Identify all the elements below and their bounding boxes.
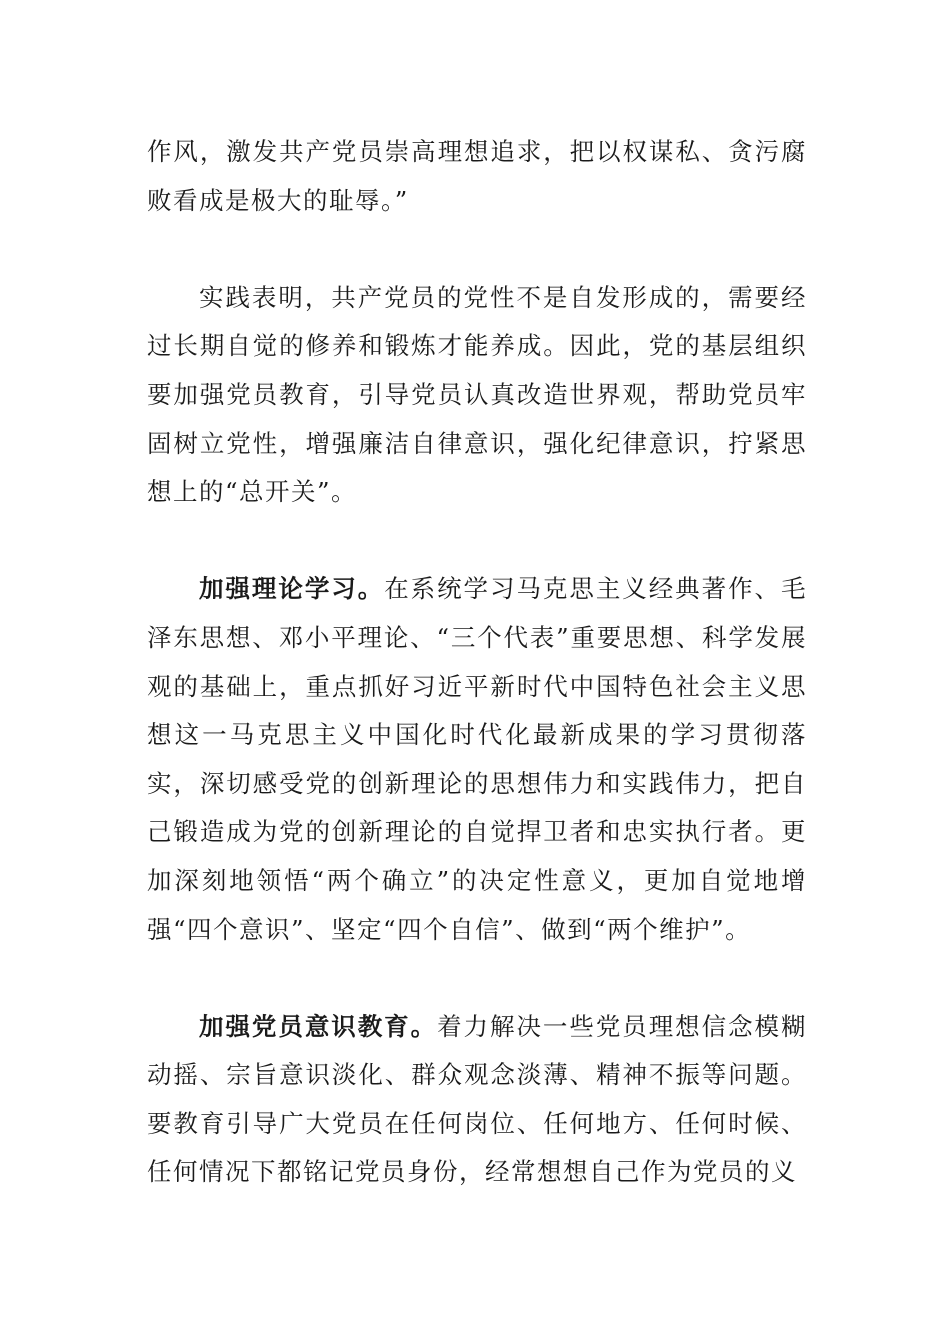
paragraph-text: 在系统学习马克思主义经典著作、毛泽东思想、邓小平理论、“三个代表”重要思想、科学发展观的基础上，重点抓好习近平新时代中国特色社会主义思想这一马克思主义中国化时代化最新成果的学习贯彻落实，深切感受党的创新理论的思想伟力和实践伟力，把自己锻造成为党的创新理论的自觉捍卫者和忠实执行者。更加深刻地领悟“两个确立”的决定性意义，更加自觉地增强“四个意识”、坚定“四个自信”、做到“两个维护”。 — [147, 574, 808, 944]
paragraph-spacer — [147, 517, 807, 566]
paragraph-spacer — [147, 225, 807, 274]
paragraph-continuation — [147, 128, 807, 225]
paragraph-spacer — [147, 954, 807, 1003]
paragraph-theory-study — [147, 565, 807, 954]
paragraph-heading: 加强党员意识教育。 — [199, 1011, 438, 1041]
document-page — [147, 128, 807, 1197]
paragraph-text: 作风，激发共产党员崇高理想追求，把以权谋私、贪污腐败看成是极大的耻辱。” — [147, 137, 807, 215]
paragraph-member-awareness — [147, 1003, 807, 1197]
paragraph-heading: 加强理论学习。 — [199, 574, 385, 604]
paragraph-text: 实践表明，共产党员的党性不是自发形成的，需要经过长期自觉的修养和锻炼才能养成。因此，党的基层组织要加强党员教育，引导党员认真改造世界观，帮助党员牢固树立党性，增强廉洁自律意识，强化纪律意识，拧紧思想上的“总开关”。 — [147, 282, 807, 507]
paragraph-text: 着力解决一些党员理想信念模糊动摇、宗旨意识淡化、群众观念淡薄、精神不振等问题。要教育引导广大党员在任何岗位、任何地方、任何时候、任何情况下都铭记党员身份，经常想想自己作为党员的义 — [147, 1011, 808, 1187]
paragraph-party-spirit — [147, 274, 807, 517]
